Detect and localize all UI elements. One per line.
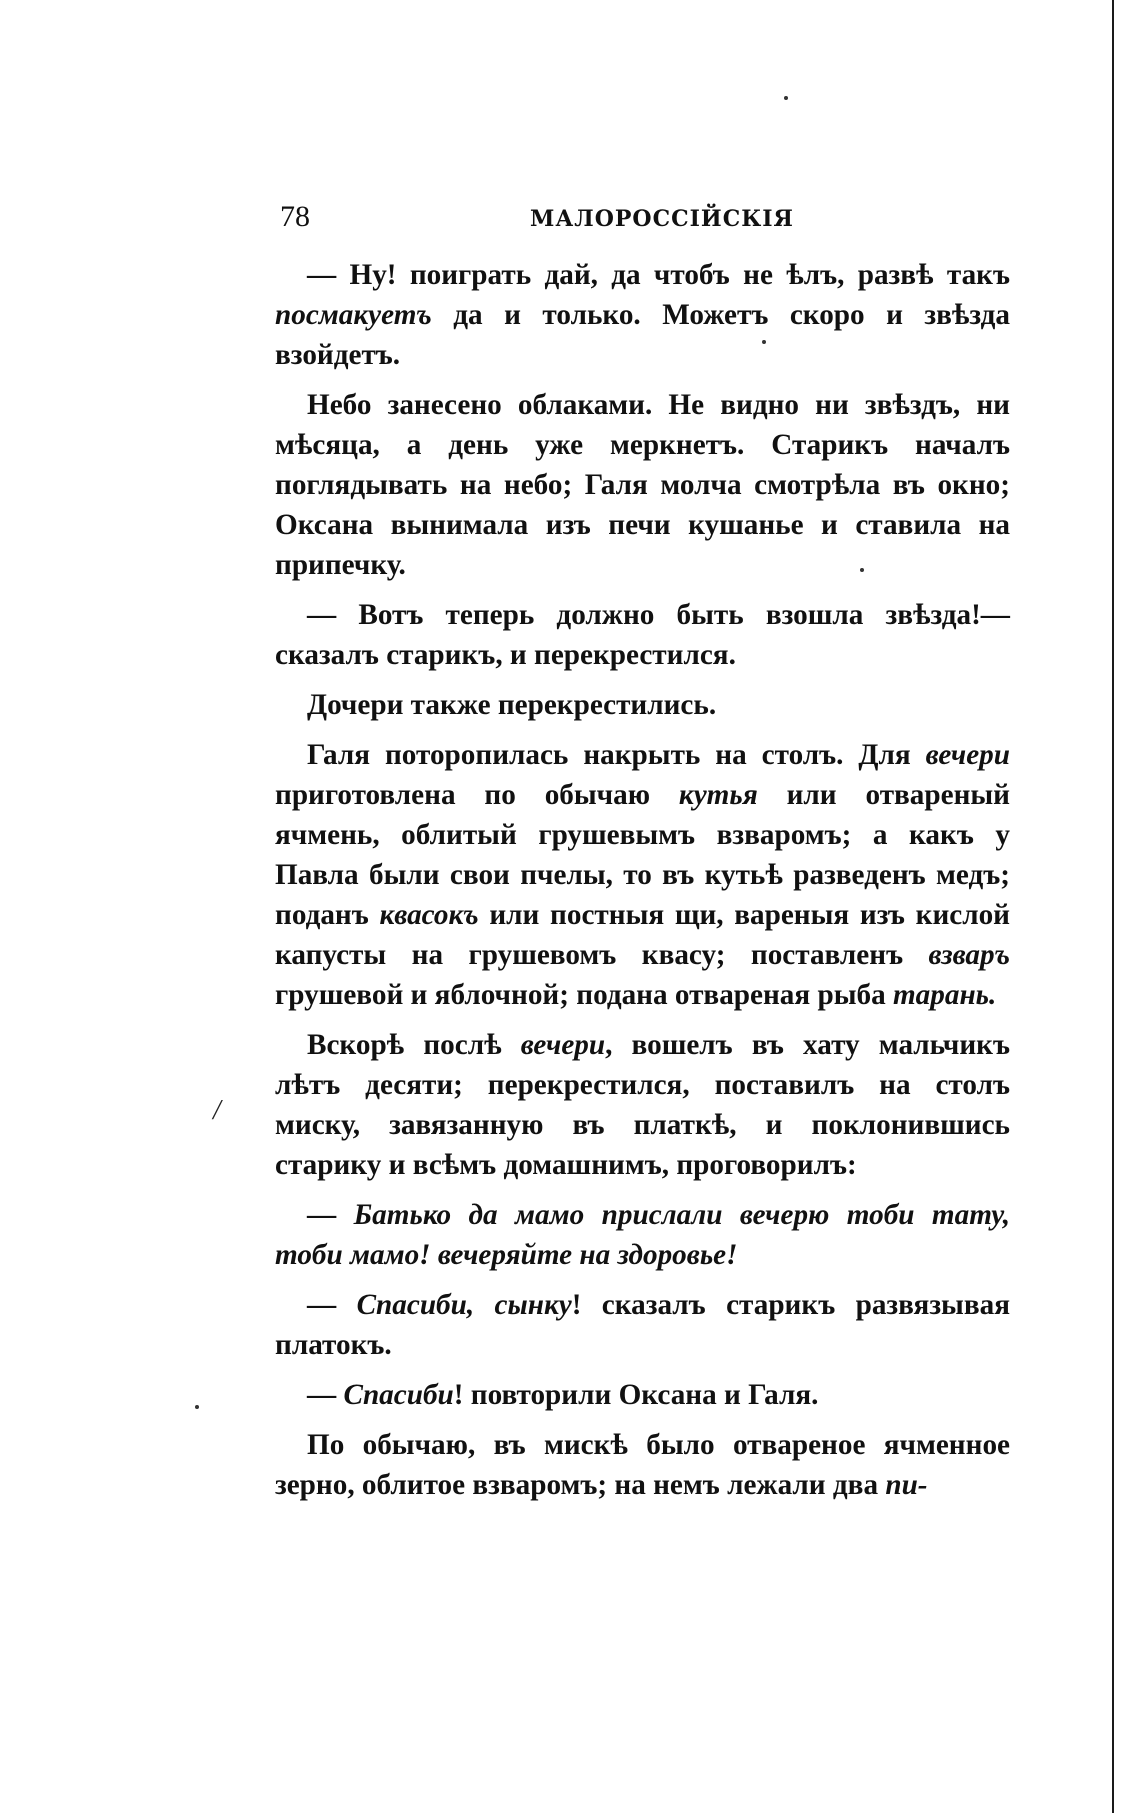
paragraph	[275, 1425, 1010, 1505]
italic-run: кутья	[678, 779, 758, 811]
italic-run: вечери	[925, 739, 1010, 771]
italic-run: Батько да мамо прислали вечерю тоби тату, тоби мамо! вечеряйте на здоровье!	[275, 1199, 1011, 1271]
italic-run: Спасиби	[343, 1379, 454, 1411]
paragraph	[275, 385, 1010, 585]
italic-run: посмакуетъ	[275, 299, 432, 331]
italic-run: квасокъ	[379, 899, 479, 931]
text-run: ! повторили Оксана и Галя.	[453, 1379, 819, 1411]
paragraph	[275, 1025, 1010, 1185]
paragraph	[275, 735, 1010, 1015]
text-run: — Ну! поиграть дай, да чтобъ не ѣлъ, развѣ такъ	[307, 259, 1010, 291]
text-run: По обычаю, въ мискѣ было отвареное ячменное зерно, облитое взваромъ; на немъ лежали два	[275, 1429, 1010, 1501]
body-text	[275, 255, 1010, 1515]
page-header	[280, 200, 1010, 240]
text-run: да и только. Можетъ скоро и звѣзда взойдетъ.	[275, 299, 1010, 371]
italic-run: вечери	[520, 1029, 606, 1061]
text-run: или постныя щи, вареныя изъ кислой капусты на грушевомъ квасу; поставленъ	[275, 899, 1011, 971]
italic-run: пи-	[885, 1469, 928, 1501]
paragraph	[275, 1285, 1010, 1365]
text-run: , вошелъ въ хату мальчикъ лѣтъ десяти; перекрестился, поставилъ на столъ миску, завязанную въ платкѣ, и поклонившись старику и всѣмъ домашнимъ, проговорилъ:	[275, 1029, 1010, 1181]
paragraph	[275, 595, 1010, 675]
text-run: Дочери также перекрестились.	[307, 689, 717, 721]
paragraph	[275, 255, 1010, 375]
paragraph	[275, 1375, 1010, 1415]
text-run: —	[307, 1199, 354, 1231]
page-edge-line	[1112, 0, 1114, 1813]
text-run: —	[307, 1379, 344, 1411]
italic-run: Спасиби, сынку	[356, 1289, 572, 1321]
text-run: или отвареный ячмень, облитый грушевымъ взваромъ; а какъ у Павла были свои пчелы, то въ кутьѣ разведенъ медъ; поданъ	[275, 779, 1010, 931]
paragraph	[275, 685, 1010, 725]
italic-run: взваръ	[928, 939, 1010, 971]
text-run: Вскорѣ послѣ	[307, 1029, 521, 1061]
text-run: Галя поторопилась накрыть на столъ. Для	[307, 739, 926, 771]
text-run: Небо занесено облаками. Не видно ни звѣздъ, ни мѣсяца, а день уже меркнетъ. Старикъ началъ поглядывать на небо; Галя молча смотрѣла въ окно; Оксана вынимала изъ печи кушанье и ставила на припечку.	[275, 389, 1010, 581]
text-run: грушевой и яблочной; подана отвареная рыба	[275, 979, 893, 1011]
italic-run: тарань.	[892, 979, 997, 1011]
text-run: ! сказалъ старикъ развязывая платокъ.	[275, 1289, 1010, 1361]
margin-note: /	[213, 1095, 221, 1126]
text-run: —	[307, 1289, 357, 1321]
print-speck	[784, 96, 788, 100]
text-run: приготовлена по обычаю	[275, 779, 679, 811]
page-number: 78	[280, 200, 310, 233]
running-head: МАЛОРОССІЙСКІЯ	[530, 206, 794, 232]
text-run: — Вотъ теперь должно быть взошла звѣзда!—сказалъ старикъ, и перекрестился.	[275, 599, 1010, 671]
paragraph	[275, 1195, 1010, 1275]
print-speck	[195, 1405, 199, 1409]
